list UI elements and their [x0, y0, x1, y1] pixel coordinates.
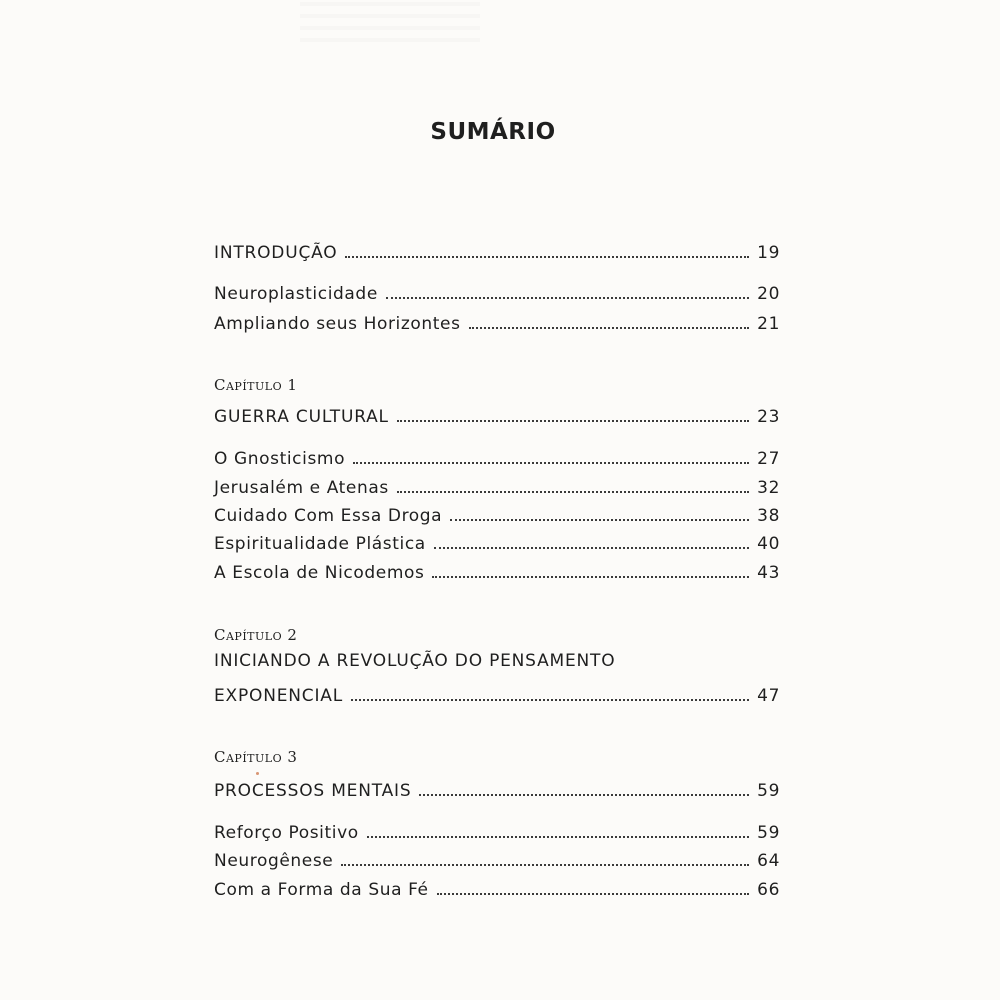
toc-entry-nicodemos[interactable]	[214, 555, 780, 583]
toc-entry-label: Cuidado Com Essa Droga	[214, 506, 443, 526]
toc-entry-processos[interactable]	[214, 773, 780, 801]
toc-page-number: 19	[757, 243, 780, 263]
dot-leader	[341, 864, 749, 866]
toc-entry-label: Neurogênese	[214, 851, 334, 871]
toc-entry-espiritualidade[interactable]	[214, 526, 780, 554]
toc-entry-label: Com a Forma da Sua Fé	[214, 880, 429, 900]
toc-page-number: 59	[757, 781, 780, 801]
toc-page-number: 66	[757, 880, 780, 900]
toc-page-number: 21	[757, 314, 780, 334]
toc-entry-forma-fe[interactable]	[214, 872, 780, 900]
dot-leader	[397, 491, 749, 493]
toc-entry-gnosticismo[interactable]	[214, 441, 780, 469]
dot-leader	[469, 327, 750, 329]
toc-entry-neuroplasticidade[interactable]	[214, 276, 780, 304]
dot-leader	[353, 462, 749, 464]
show-through-text	[300, 0, 480, 50]
toc-entry-neurogenese[interactable]	[214, 843, 780, 871]
dot-leader	[450, 519, 749, 521]
toc-entry-guerra-cultural[interactable]	[214, 399, 780, 427]
toc-entry-label: O Gnosticismo	[214, 449, 346, 469]
toc-entry-label: Reforço Positivo	[214, 823, 359, 843]
page-title: SUMÁRIO	[430, 119, 556, 145]
toc-entry-label: GUERRA CULTURAL	[214, 407, 389, 427]
toc-entry-label: Espiritualidade Plástica	[214, 534, 426, 554]
toc-entry-cuidado[interactable]	[214, 498, 780, 526]
toc-page-number: 47	[757, 686, 780, 706]
toc-page-number: 40	[757, 534, 780, 554]
toc-entry-label: EXPONENCIAL	[214, 686, 343, 706]
toc-entry-jerusalem[interactable]	[214, 470, 780, 498]
toc-entry-reforco[interactable]	[214, 815, 780, 843]
dot-leader	[386, 297, 749, 299]
toc-entry-label: Jerusalém e Atenas	[214, 478, 389, 498]
chapter-label: Capítulo 3	[214, 748, 298, 766]
toc-page-number: 27	[757, 449, 780, 469]
dot-leader	[419, 794, 749, 796]
toc-entry-label: INTRODUÇÃO	[214, 243, 338, 263]
toc-entry-ampliando[interactable]	[214, 306, 780, 334]
dot-leader	[351, 699, 749, 701]
toc-entry-introducao[interactable]	[214, 235, 780, 263]
toc-page-number: 38	[757, 506, 780, 526]
paper-speck	[256, 772, 259, 775]
dot-leader	[345, 256, 749, 258]
toc-entry-exponencial[interactable]	[214, 678, 780, 706]
toc-page-number: 59	[757, 823, 780, 843]
chapter-label: Capítulo 2	[214, 626, 298, 644]
toc-page-number: 23	[757, 407, 780, 427]
toc-page-number: 20	[757, 284, 780, 304]
toc-entry-label: A Escola de Nicodemos	[214, 563, 425, 583]
toc-page-number: 32	[757, 478, 780, 498]
toc-entry-label: PROCESSOS MENTAIS	[214, 781, 412, 801]
toc-entry-label: Ampliando seus Horizontes	[214, 314, 461, 334]
toc-page-number: 43	[757, 563, 780, 583]
toc-page-number: 64	[757, 851, 780, 871]
dot-leader	[367, 836, 749, 838]
chapter-label: Capítulo 1	[214, 376, 298, 394]
chapter-heading-line: INICIANDO A REVOLUÇÃO DO PENSAMENTO	[214, 651, 616, 671]
dot-leader	[432, 576, 749, 578]
dot-leader	[434, 547, 749, 549]
toc-entry-label: Neuroplasticidade	[214, 284, 378, 304]
dot-leader	[397, 420, 749, 422]
dot-leader	[437, 893, 750, 895]
